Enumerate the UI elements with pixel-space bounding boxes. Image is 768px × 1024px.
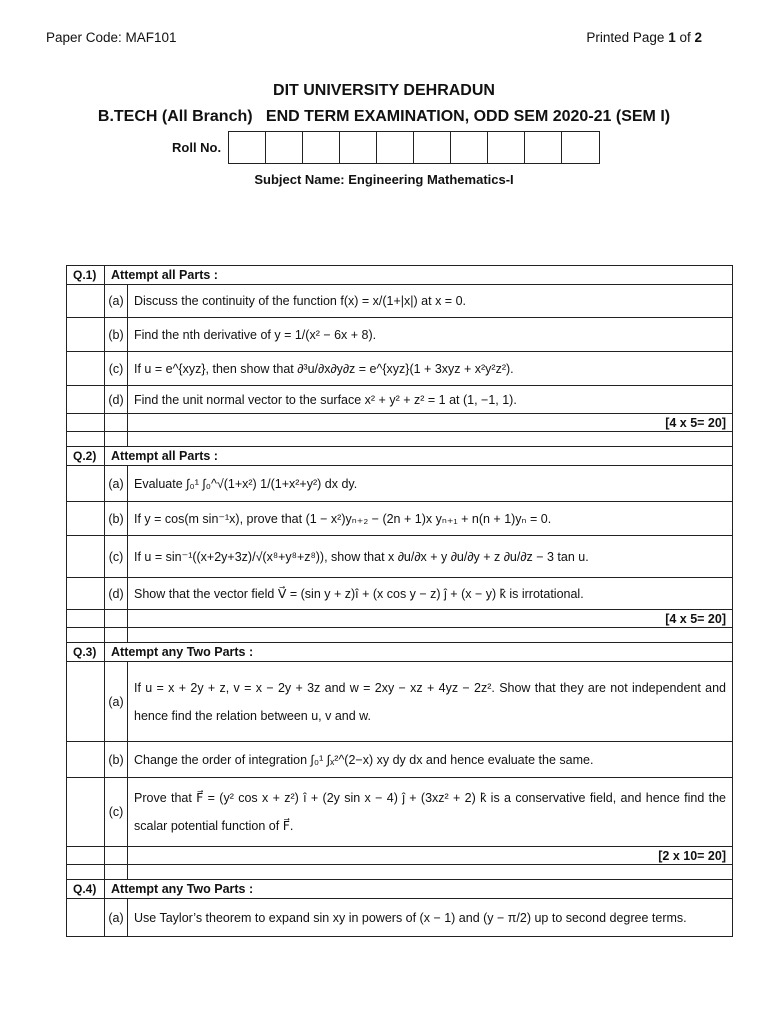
marks-total: [4 x 5= 20] [128,414,733,432]
marks-total: [4 x 5= 20] [128,610,733,628]
roll-box[interactable] [303,132,340,163]
part-label: (a) [105,285,128,318]
printed-page-prefix: Printed Page [586,30,669,45]
part-label: (d) [105,578,128,610]
question-instruction: Attempt any Two Parts : [105,643,733,662]
part-text: Discuss the continuity of the function f(x) = x/(1+|x|) at x = 0. [128,285,733,318]
question-part-row [67,536,733,578]
question-part-row [67,742,733,778]
part-label: (c) [105,352,128,386]
roll-box[interactable] [229,132,266,163]
question-part-row [67,778,733,847]
question-header-row [67,266,733,285]
spacer-row [67,628,733,643]
part-label: (b) [105,318,128,352]
university-title: DIT UNIVERSITY DEHRADUN [273,82,495,99]
question-table [66,265,733,937]
part-text: Change the order of integration ∫₀¹ ∫ₓ²^(2−x) xy dy dx and hence evaluate the same. [128,742,733,778]
question-part-row [67,285,733,318]
marks-row [67,414,733,432]
part-text: Find the nth derivative of y = 1/(x² − 6x + 8). [128,318,733,352]
question-part-row [67,578,733,610]
printed-page-current: 1 [668,30,676,45]
roll-box[interactable] [451,132,488,163]
question-part-row [67,386,733,414]
roll-box[interactable] [562,132,599,163]
subject-name: Subject Name: Engineering Mathematics-I [254,172,514,187]
question-instruction: Attempt all Parts : [105,266,733,285]
question-number: Q.1) [67,266,105,285]
part-label: (a) [105,662,128,742]
part-text: Show that the vector field V⃗ = (sin y + z)î + (x cos y − z) ĵ + (x − y) k̂ is irrotational. [128,578,733,610]
part-label: (c) [105,778,128,847]
part-text: If y = cos(m sin⁻¹x), prove that (1 − x²)yₙ₊₂ − (2n + 1)x yₙ₊₁ + n(n + 1)yₙ = 0. [128,502,733,536]
roll-box[interactable] [488,132,525,163]
question-part-row [67,662,733,742]
question-number: Q.2) [67,447,105,466]
marks-row [67,610,733,628]
roll-box[interactable] [340,132,377,163]
question-part-row [67,318,733,352]
part-text: Use Taylor’s theorem to expand sin xy in powers of (x − 1) and (y − π/2) up to second degree terms. [128,899,733,937]
part-label: (a) [105,899,128,937]
exam-title: B.TECH (All Branch) END TERM EXAMINATION, ODD SEM 2020-21 (SEM I) [97,108,671,125]
part-label: (b) [105,502,128,536]
part-text: If u = x + 2y + z, v = x − 2y + 3z and w = 2xy − xz + 4yz − 2z². Show that they are not independent and hence find the relation between u, v and w. [128,662,733,742]
paper-code: Paper Code: MAF101 [46,30,177,45]
marks-total: [2 x 10= 20] [128,847,733,865]
roll-no-boxes[interactable] [228,131,600,164]
part-text: If u = e^{xyz}, then show that ∂³u/∂x∂y∂z = e^{xyz}(1 + 3xyz + x²y²z²). [128,352,733,386]
part-label: (d) [105,386,128,414]
question-header-row [67,447,733,466]
question-header-row [67,880,733,899]
part-label: (a) [105,466,128,502]
part-label: (b) [105,742,128,778]
question-part-row [67,466,733,502]
part-text: Evaluate ∫₀¹ ∫₀^√(1+x²) 1/(1+x²+y²) dx dy. [128,466,733,502]
question-header-row [67,643,733,662]
question-part-row [67,502,733,536]
roll-box[interactable] [266,132,303,163]
roll-no-label: Roll No. [172,140,222,155]
marks-row [67,847,733,865]
part-text: Prove that F⃗ = (y² cos x + z²) î + (2y sin x − 4) ĵ + (3xz² + 2) k̂ is a conservative field, and hence find the scalar potential function of F⃗. [128,778,733,847]
part-text: Find the unit normal vector to the surface x² + y² + z² = 1 at (1, −1, 1). [128,386,733,414]
printed-page-of: of [675,30,695,45]
part-label: (c) [105,536,128,578]
printed-page [586,30,702,45]
roll-box[interactable] [525,132,562,163]
part-text: If u = sin⁻¹((x+2y+3z)/√(x⁸+y⁸+z⁸)), show that x ∂u/∂x + y ∂u/∂y + z ∂u/∂z − 3 tan u. [128,536,733,578]
question-instruction: Attempt all Parts : [105,447,733,466]
spacer-row [67,432,733,447]
roll-box[interactable] [414,132,451,163]
question-instruction: Attempt any Two Parts : [105,880,733,899]
roll-box[interactable] [377,132,414,163]
question-number: Q.4) [67,880,105,899]
spacer-row [67,865,733,880]
question-number: Q.3) [67,643,105,662]
question-part-row [67,899,733,937]
question-part-row [67,352,733,386]
printed-page-total: 2 [694,30,702,45]
